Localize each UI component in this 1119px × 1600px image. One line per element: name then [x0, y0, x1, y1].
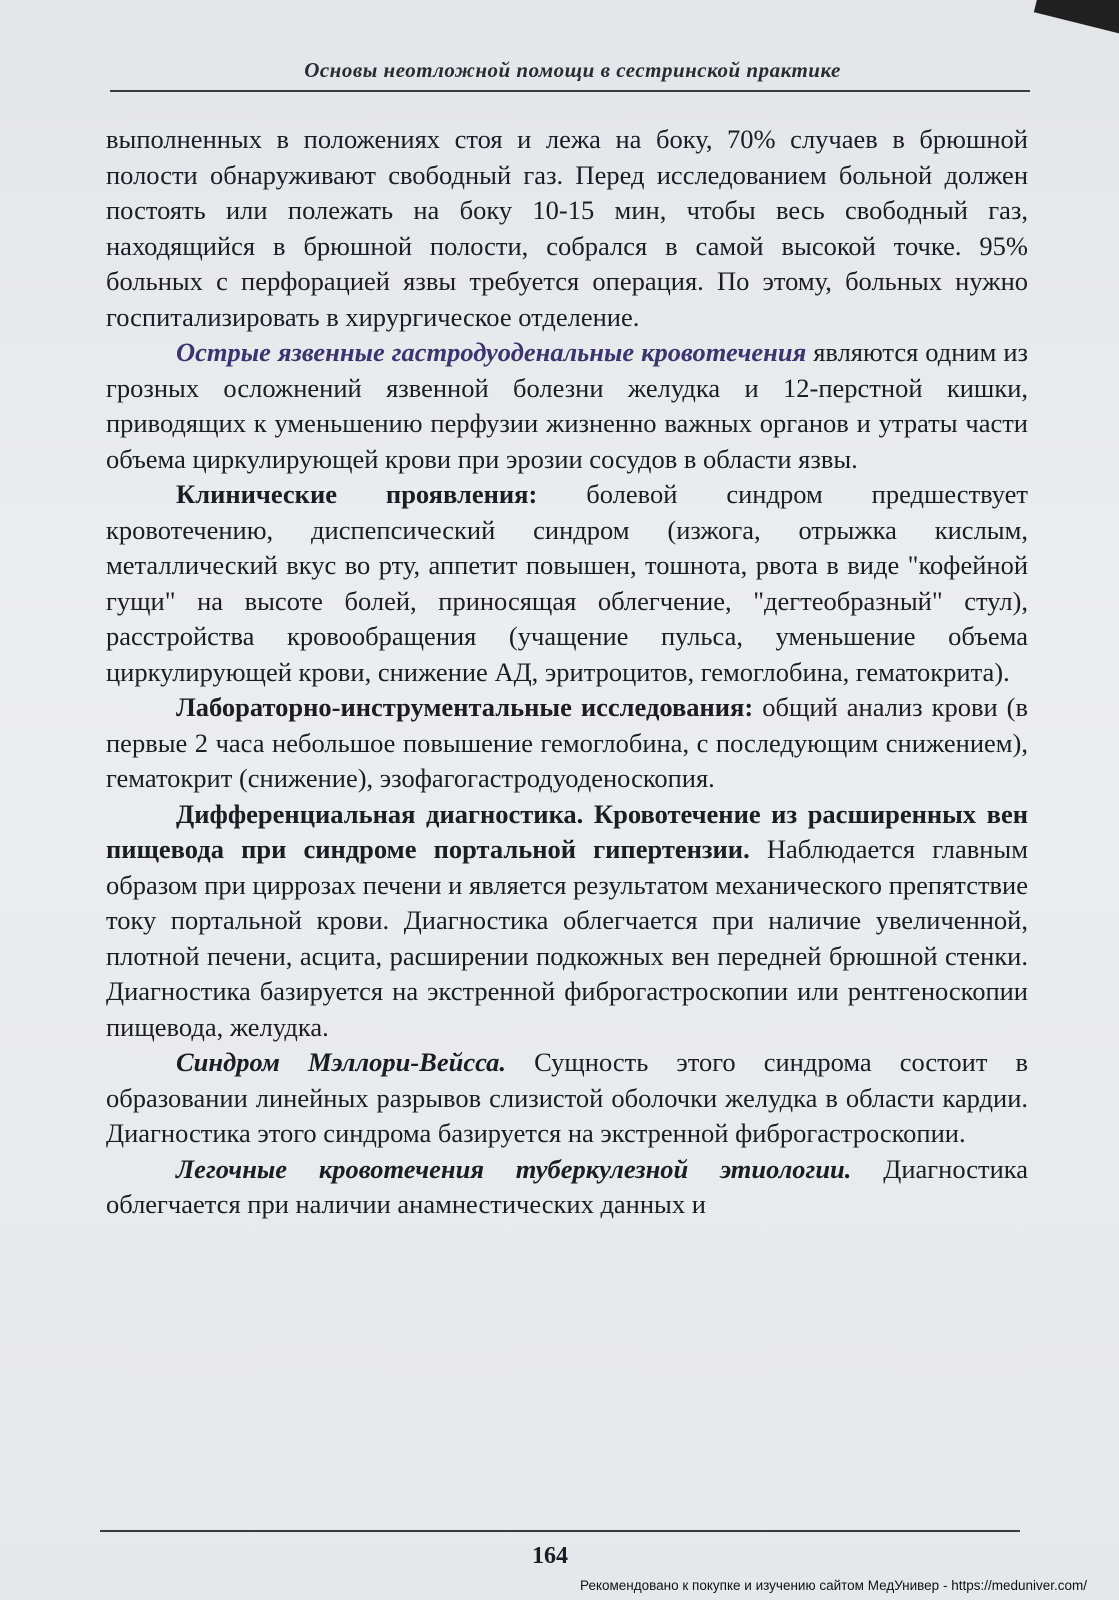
credit-line: Рекомендовано к покупке и изучению сайтом МедУнивер - https://meduniver.com/	[580, 1578, 1087, 1593]
heading-lab-studies: Лабораторно-инструментальные исследования:	[176, 692, 754, 722]
heading-ulcer-bleeding: Острые язвенные гастродуоденальные кровотечения	[176, 337, 807, 367]
heading-differential-diagnosis: Дифференциальная диагностика. Кровотечение из расширенных вен пищевода при синдроме портальной гипертензии.	[106, 798, 1028, 864]
paragraph-lab	[106, 690, 1028, 797]
paragraph-bleeding	[106, 335, 1028, 477]
paragraph-1	[106, 122, 1028, 335]
page-number: 164	[532, 1543, 568, 1569]
paragraph-1-text: выполненных в положениях стоя и лежа на боку, 70% случаев в брюшной полости обнаруживают свободный газ. Перед исследованием больной должен постоять или полежать на боку 10-15 мин, чтобы весь свободный газ, находящийся в брюшной полости, собрался в самой высокой точке. 95% больных с перфорацией язвы требуется операция. По этому, больных нужно госпитализировать в хирургическое отделение.	[106, 124, 1028, 332]
page-corner-shadow	[1034, 0, 1119, 46]
heading-clinical-manifestations: Клинические проявления:	[176, 479, 538, 509]
paragraph-lab-text: общий анализ крови (в первые 2 часа небольшое повышение гемоглобина, с последующим снижением), гематокрит (снижение), эзофагогастродуоденоскопия.	[106, 692, 1028, 793]
paragraph-mallory-weiss	[106, 1045, 1028, 1152]
header-rule	[110, 90, 1030, 92]
paragraph-clinical	[106, 477, 1028, 690]
body-text	[106, 122, 1028, 1223]
paragraph-pulmonary	[106, 1152, 1028, 1223]
paragraph-clinical-text: болевой синдром предшествует кровотечению, диспепсический синдром (изжога, отрыжка кислым, металлический вкус во рту, аппетит повышен, тошнота, рвота в виде "кофейной гущи" на высоте болей, приносящая облегчение, "дегтеобразный" стул), расстройства кровообращения (учащение пульса, уменьшение объема циркулирующей крови, снижение АД, эритроцитов, гемоглобина, гематокрита).	[106, 479, 1029, 687]
heading-mallory-weiss: Синдром Мэллори-Вейсса.	[176, 1047, 507, 1077]
paragraph-pulmonary-text: Диагностика облегчается при наличии анамнестических данных и	[106, 1153, 1028, 1219]
heading-pulmonary-bleeding: Легочные кровотечения туберкулезной этиологии.	[176, 1153, 852, 1184]
paragraph-bleeding-text: являются одним из грозных осложнений язвенной болезни желудка и 12-перстной кишки, приводящих к уменьшению перфузии жизненно важных органов и утраты части объема циркулирующей крови при эрозии сосудов в области язвы.	[106, 337, 1028, 474]
paragraph-differential-text: Наблюдается главным образом при циррозах печени и является результатом механического препятствие току портальной крови. Диагностика облегчается при наличие увеличенной, плотной печени, асцита, расширении подкожных вен передней брюшной стенки. Диагностика базируется на экстренной фиброгастроскопии или рентгеноскопии пищевода, желудка.	[106, 834, 1028, 1042]
running-header: Основы неотложной помощи в сестринской практике	[304, 58, 841, 82]
paragraph-differential	[106, 797, 1028, 1046]
footer-rule	[100, 1530, 1020, 1532]
paragraph-mallory-weiss-text: Сущность этого синдрома состоит в образовании линейных разрывов слизистой оболочки желудка в области кардии. Диагностика этого синдрома базируется на экстренной фиброгастроскопии.	[106, 1047, 1028, 1148]
